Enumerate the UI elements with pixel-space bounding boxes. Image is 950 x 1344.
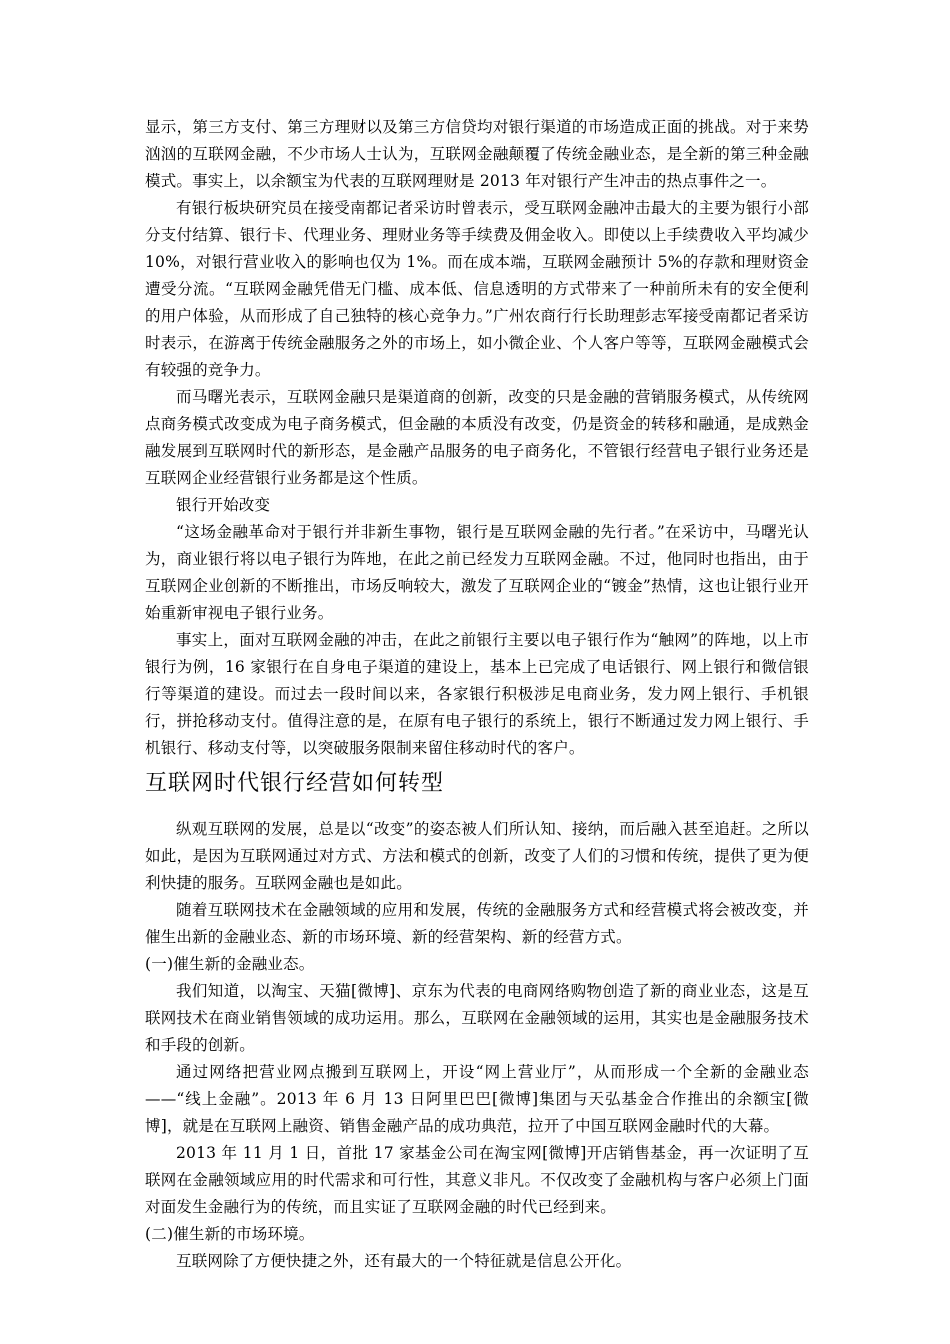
paragraph: 随着互联网技术在金融领域的应用和发展，传统的金融服务方式和经营模式将会被改变，并催生出新的金融业态、新的市场环境、新的经营架构、新的经营方式。 xyxy=(145,901,809,946)
list-heading: (二)催生新的市场环境。 xyxy=(145,1225,315,1243)
paragraph: 纵观互联网的发展，总是以“改变”的姿态被人们所认知、接纳，而后融入甚至追赶。之所以如此，是因为互联网通过对方式、方法和模式的创新，改变了人们的习惯和传统，提供了更为便利快捷的服务。互联网金融也是如此。 xyxy=(145,820,809,892)
paragraph: 我们知道，以淘宝、天猫[微博]、京东为代表的电商网络购物创造了新的商业业态，这是互联网技术在商业销售领域的成功运用。那么，互联网在金融领域的运用，其实也是金融服务技术和手段的创新。 xyxy=(145,982,809,1054)
paragraph: 有银行板块研究员在接受南都记者采访时曾表示，受互联网金融冲击最大的主要为银行小部分支付结算、银行卡、代理业务、理财业务等手续费及佣金收入。即使以上手续费收入平均减少 10%，对银行营业收入的影响也仅为 1%。而在成本端，互联网金融预计 5%的存款和理财资金遭受分流。“互联网金融凭借无门槛、成本低、信息透明的方式带来了一种前所未有的安全便利的用户体验，从而形成了自己独特的核心竞争力。”广州农商行行长助理彭志军接受南都记者采访时表示，在游离于传统金融服务之外的市场上，如小微企业、个人客户等等，互联网金融模式会有较强的竞争力。 xyxy=(145,199,809,379)
paragraph: 通过网络把营业网点搬到互联网上，开设“网上营业厅”，从而形成一个全新的金融业态——“线上金融”。2013 年 6 月 13 日阿里巴巴[微博]集团与天弘基金合作推出的余额宝[微博]，就是在互联网上融资、销售金融产品的成功典范，拉开了中国互联网金融时代的大幕。 xyxy=(145,1063,809,1135)
document-body xyxy=(145,114,809,1275)
paragraph: 互联网除了方便快捷之外，还有最大的一个特征就是信息公开化。 xyxy=(176,1252,632,1270)
paragraph: 事实上，面对互联网金融的冲击，在此之前银行主要以电子银行作为“触网”的阵地，以上市银行为例，16 家银行在自身电子渠道的建设上，基本上已完成了电话银行、网上银行和微信银行等渠道的建设。而过去一段时间以来，各家银行积极涉足电商业务，发力网上银行、手机银行，拼抢移动支付。值得注意的是，在原有电子银行的系统上，银行不断通过发力网上银行、手机银行、移动支付等，以突破服务限制来留住移动时代的客户。 xyxy=(145,631,809,757)
paragraph: 2013 年 11 月 1 日，首批 17 家基金公司在淘宝网[微博]开店销售基金，再一次证明了互联网在金融领域应用的时代需求和可行性，其意义非凡。不仅改变了金融机构与客户必须上门面对面发生金融行为的传统，而且实证了互联网金融的时代已经到来。 xyxy=(145,1144,809,1216)
paragraph: 而马曙光表示，互联网金融只是渠道商的创新，改变的只是金融的营销服务模式，从传统网点商务模式改变成为电子商务模式，但金融的本质没有改变，仍是资金的转移和融通，是成熟金融发展到互联网时代的新形态，是金融产品服务的电子商务化，不管银行经营电子银行业务还是互联网企业经营银行业务都是这个性质。 xyxy=(145,388,809,487)
list-heading: (一)催生新的金融业态。 xyxy=(145,955,315,973)
paragraph: “这场金融革命对于银行并非新生事物，银行是互联网金融的先行者。”在采访中，马曙光认为，商业银行将以电子银行为阵地，在此之前已经发力互联网金融。不过，他同时也指出，由于互联网企业创新的不断推出，市场反响较大，激发了互联网企业的“镀金”热情，这也让银行业开始重新审视电子银行业务。 xyxy=(145,523,809,622)
section-heading: 互联网时代银行经营如何转型 xyxy=(145,771,445,796)
paragraph: 显示，第三方支付、第三方理财以及第三方信贷均对银行渠道的市场造成正面的挑战。对于来势汹汹的互联网金融，不少市场人士认为，互联网金融颠覆了传统金融业态，是全新的第三种金融模式。事实上，以余额宝为代表的互联网理财是 2013 年对银行产生冲击的热点事件之一。 xyxy=(145,118,809,190)
subheading: 银行开始改变 xyxy=(176,496,271,514)
